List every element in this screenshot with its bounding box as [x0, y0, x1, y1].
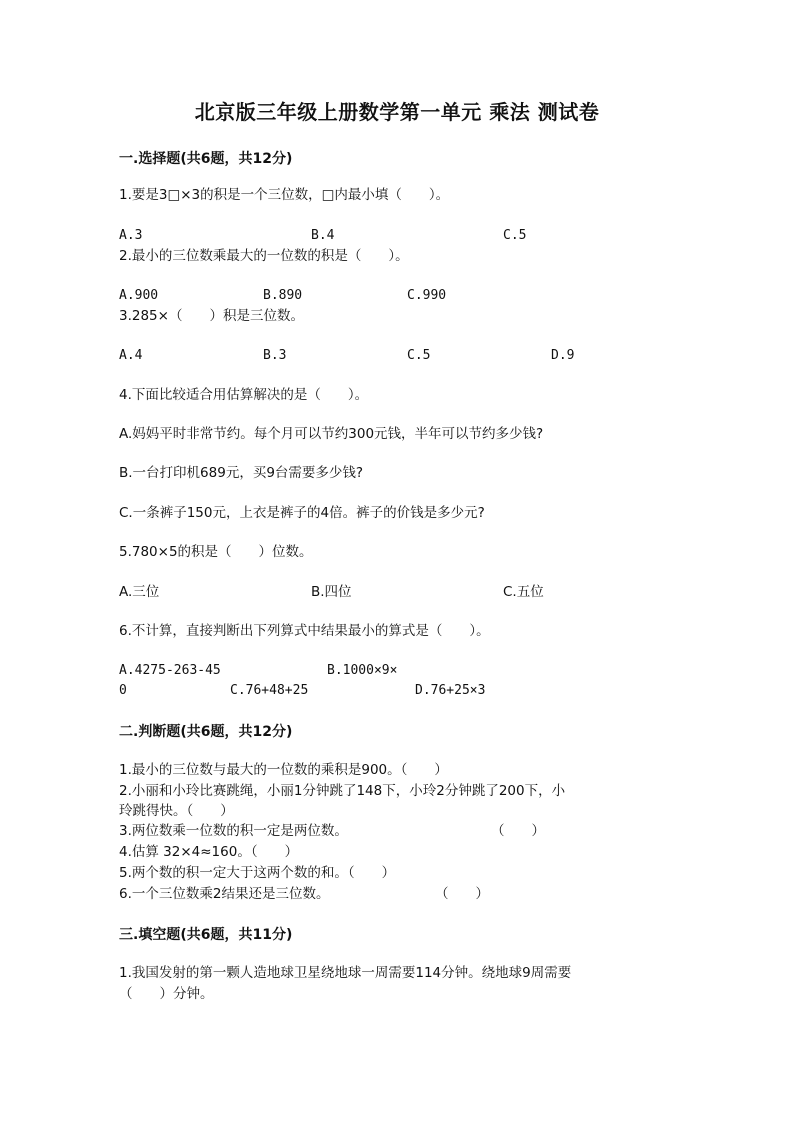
fill-q1-continued: （ ）分钟。 [119, 986, 214, 1002]
judge-q6-answer-blank: （ ） [435, 886, 489, 902]
choice-q4: 4.下面比较适合用估算解决的是（ ）。 [119, 387, 369, 403]
choice-q5: 5.780×5的积是（ ）位数。 [119, 544, 313, 560]
judge-q3: 3.两位数乘一位数的积一定是两位数。 [119, 823, 348, 839]
choice-q3-option-b: B.3 [263, 348, 287, 363]
choice-q2-option-c: C.990 [407, 288, 447, 303]
choice-q3: 3.285×（ ）积是三位数。 [119, 308, 304, 324]
choice-q6-option-c: C.76+48+25 [230, 683, 309, 698]
judge-q2-continued: 玲跳得快。（ ） [119, 803, 234, 819]
judge-q5: 5.两个数的积一定大于这两个数的和。（ ） [119, 865, 396, 881]
choice-q5-option-c: C.五位 [503, 584, 544, 600]
judge-q1: 1.最小的三位数与最大的一位数的乘积是900。（ ） [119, 762, 448, 778]
page-title: 北京版三年级上册数学第一单元 乘法 测试卷 [194, 100, 600, 124]
choice-q6-option-d: D.76+25×3 [415, 683, 486, 698]
section-fill-heading: 三.填空题(共6题，共11分) [119, 927, 293, 943]
judge-q3-answer-blank: （ ） [491, 823, 545, 839]
choice-q5-option-a: A.三位 [119, 584, 160, 600]
choice-q4-option-b: B.一台打印机689元，买9台需要多少钱? [119, 465, 364, 481]
fill-q1: 1.我国发射的第一颗人造地球卫星绕地球一周需要114分钟。绕地球9周需要 [119, 965, 572, 981]
choice-q2: 2.最小的三位数乘最大的一位数的积是（ ）。 [119, 248, 409, 264]
choice-q4-option-a: A.妈妈平时非常节约。每个月可以节约300元钱，半年可以节约多少钱? [119, 426, 544, 442]
choice-q2-option-a: A.900 [119, 288, 159, 303]
judge-q6: 6.一个三位数乘2结果还是三位数。 [119, 886, 330, 902]
choice-q4-option-c: C.一条裤子150元，上衣是裤子的4倍。裤子的价钱是多少元? [119, 505, 485, 521]
judge-q2: 2.小丽和小玲比赛跳绳，小丽1分钟跳了148下，小玲2分钟跳了200下，小 [119, 783, 566, 799]
choice-q3-option-c: C.5 [407, 348, 431, 363]
choice-q1-option-a: A.3 [119, 228, 143, 243]
choice-q3-option-a: A.4 [119, 348, 143, 363]
judge-q4: 4.估算 32×4≈160。（ ） [119, 844, 299, 860]
choice-q6-option-a: A.4275-263-45 [119, 663, 221, 678]
choice-q6: 6.不计算，直接判断出下列算式中结果最小的算式是（ ）。 [119, 623, 490, 639]
section-choice-heading: 一.选择题(共6题，共12分) [119, 151, 293, 167]
section-judge-heading: 二.判断题(共6题，共12分) [119, 724, 293, 740]
choice-q1-option-b: B.4 [311, 228, 335, 243]
choice-q1: 1.要是3□×3的积是一个三位数，□内最小填（ ）。 [119, 187, 450, 203]
choice-q1-option-c: C.5 [503, 228, 527, 243]
choice-q6-option-b-continued: 0 [119, 683, 127, 698]
choice-q5-option-b: B.四位 [311, 584, 352, 600]
choice-q6-option-b: B.1000×9× [327, 663, 398, 678]
choice-q2-option-b: B.890 [263, 288, 303, 303]
choice-q3-option-d: D.9 [551, 348, 575, 363]
